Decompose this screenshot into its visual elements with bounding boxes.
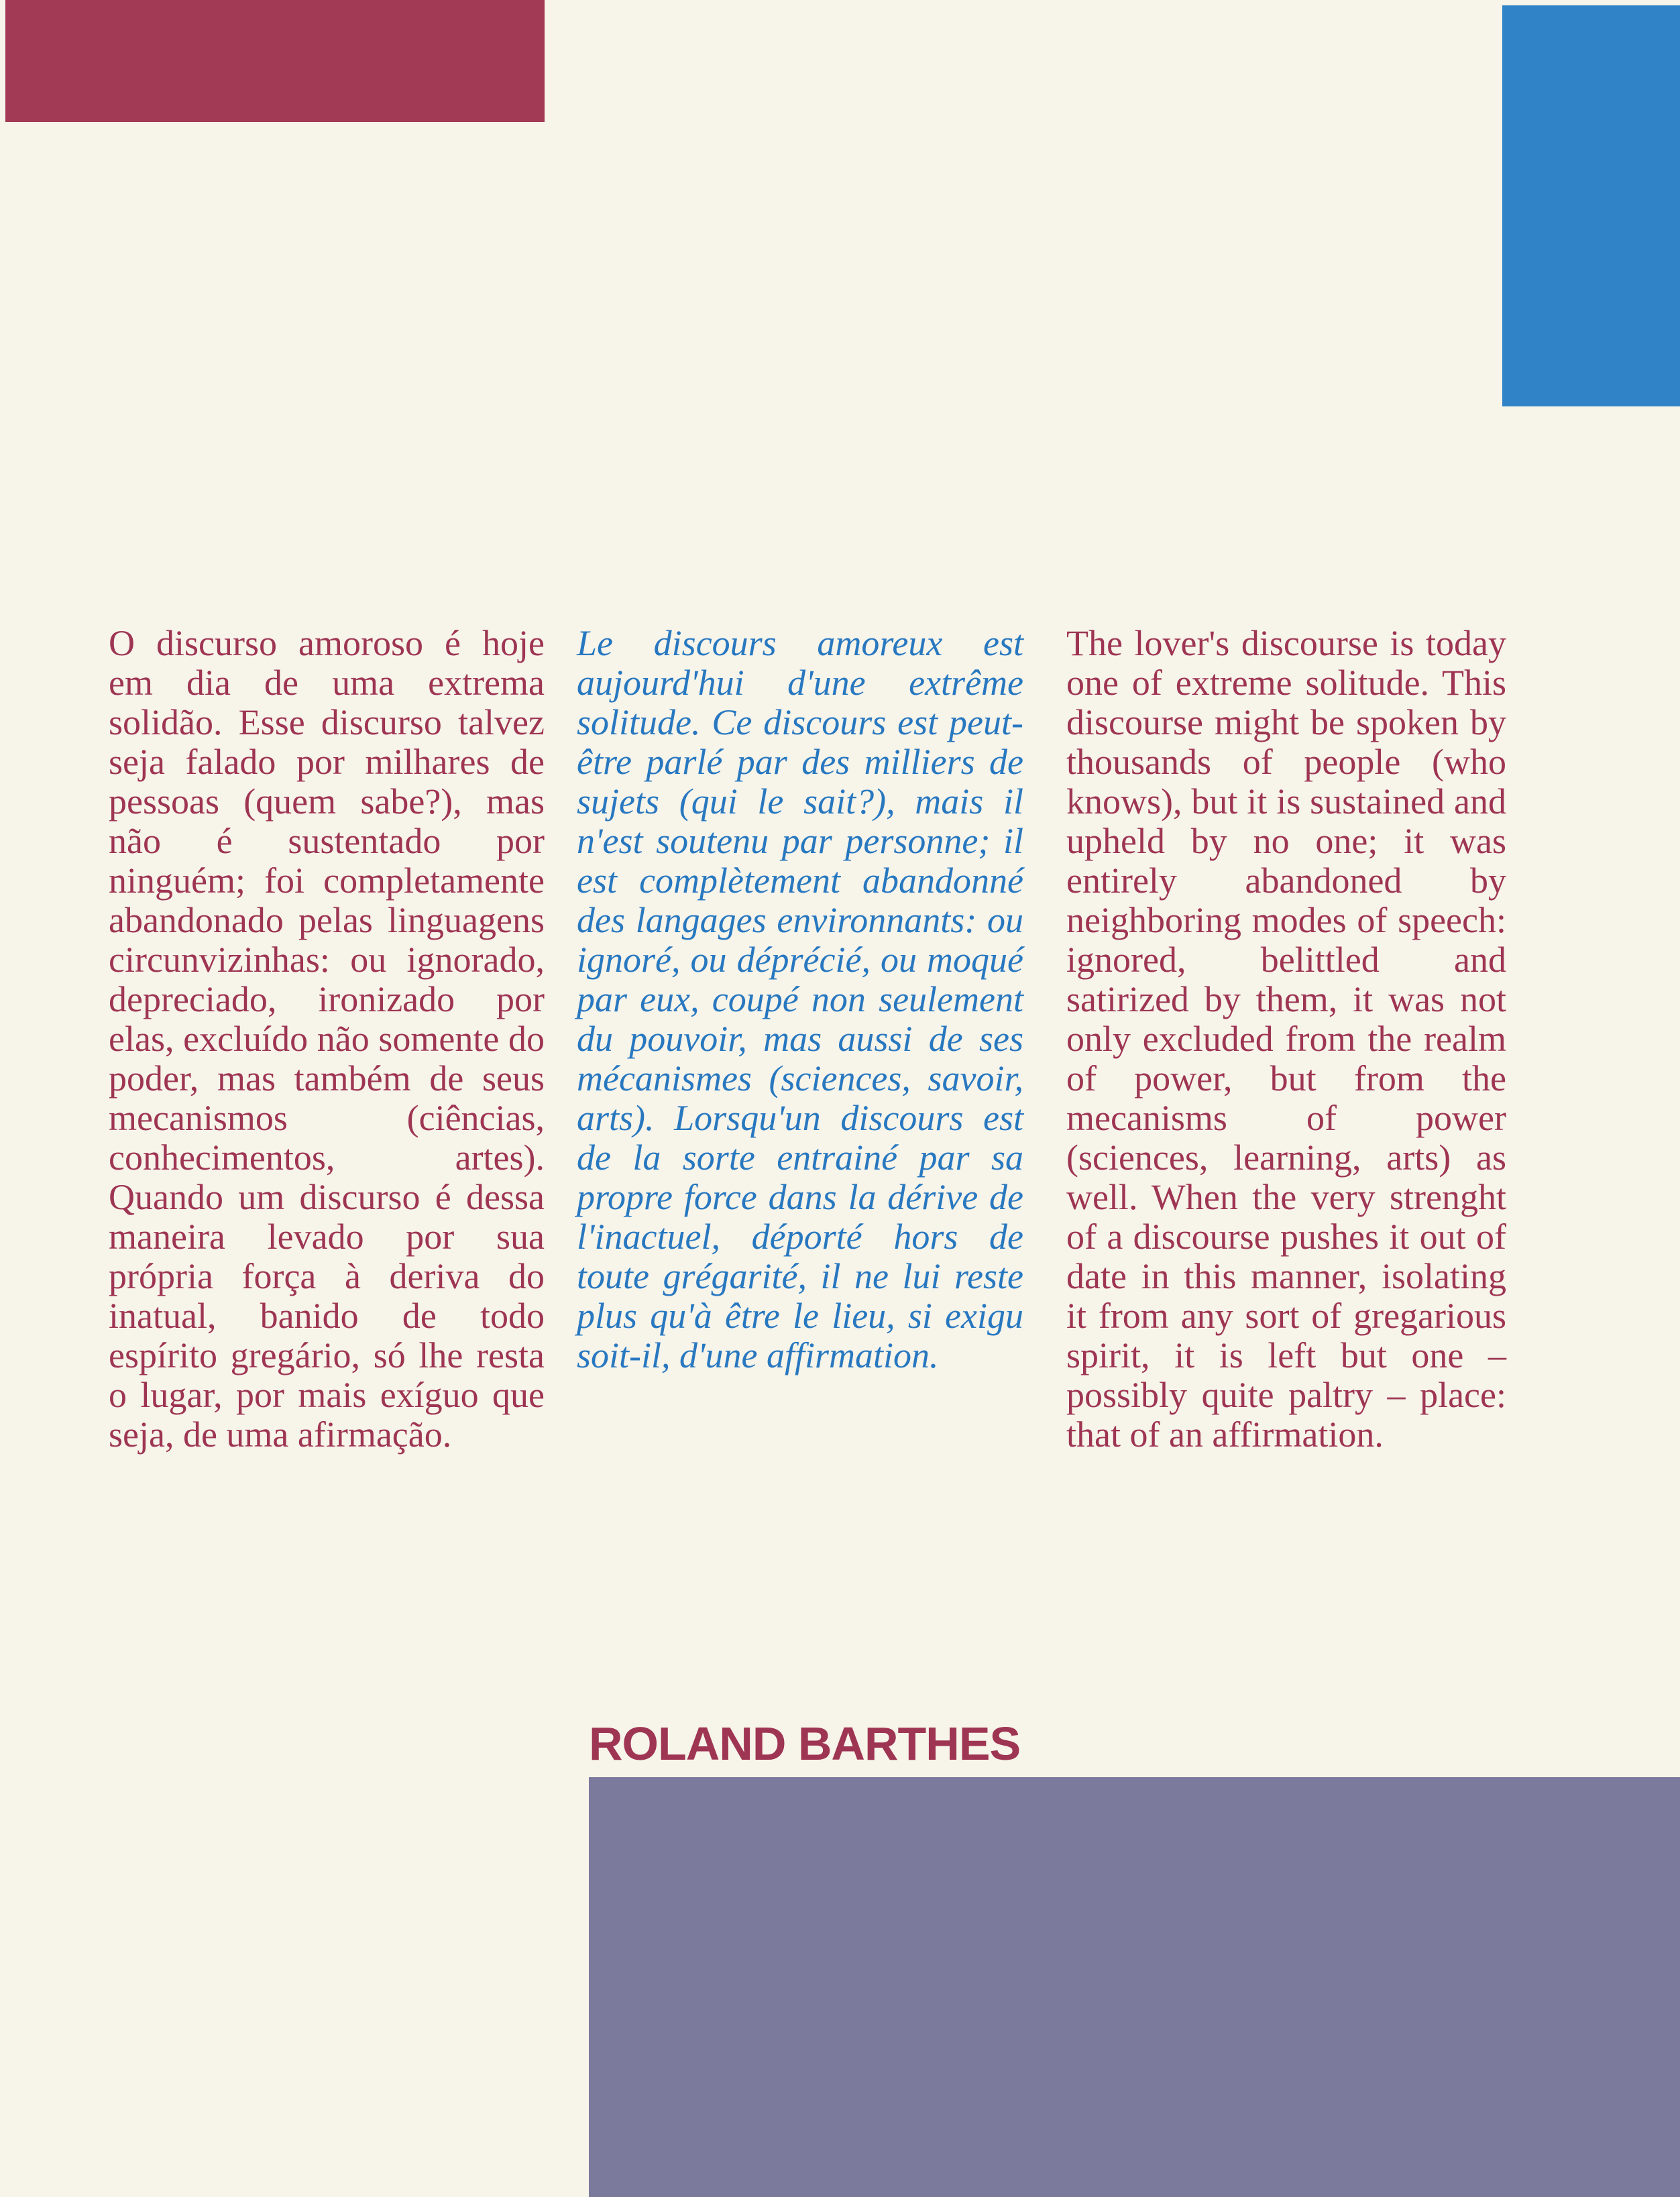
decorative-lavender-block (589, 1777, 1680, 2197)
english-text-column: The lover's discourse is today one of extreme solitude. This discourse might be spoken by thousands of people (who knows), but it is sustained and upheld by no one; it was entirely abandoned by neighboring modes of speech: ignored, belittled and satirized by them, it was not only excluded from the realm of power, but from the mecanisms of power (sciences, learning, arts) as well. When the very strenght of a discourse pushes it out of date in this manner, isolating it from any sort of gregarious spirit, it is left but one – possibly quite paltry – place: that of an affirmation. (1066, 623, 1506, 1455)
decorative-rose-block (5, 0, 545, 122)
decorative-blue-block (1502, 5, 1680, 406)
author-name: ROLAND BARTHES (589, 1717, 1021, 1770)
portuguese-text-column: O discurso amoroso é hoje em dia de uma extrema solidão. Esse discurso talvez seja falado por milhares de pessoas (quem sabe?), mas não é sustentado por ninguém; foi completamente abandonado pelas linguagens circunvizinhas: ou ignorado, depreciado, ironizado por elas, excluído não somente do poder, mas também de seus mecanismos (ciências, conhecimentos, artes). Quando um discurso é dessa maneira levado por sua própria força à deriva do inatual, banido de todo espírito gregário, só lhe resta o lugar, por mais exíguo que seja, de uma afirmação. (109, 623, 545, 1455)
french-text-column: Le discours amoreux est aujourd'hui d'une extrême solitude. Ce discours est peut-être parlé par des milliers de sujets (qui le sait?), mais il n'est soutenu par personne; il est complètement abandonné des langages environnants: ou ignoré, ou déprécié, ou moqué par eux, coupé non seulement du pouvoir, mas aussi de ses mécanismes (sciences, savoir, arts). Lorsqu'un discours est de la sorte entrainé par sa propre force dans la dérive de l'inactuel, déporté hors de toute grégarité, il ne lui reste plus qu'à être le lieu, si exigu soit-il, d'une affirmation. (577, 623, 1023, 1375)
